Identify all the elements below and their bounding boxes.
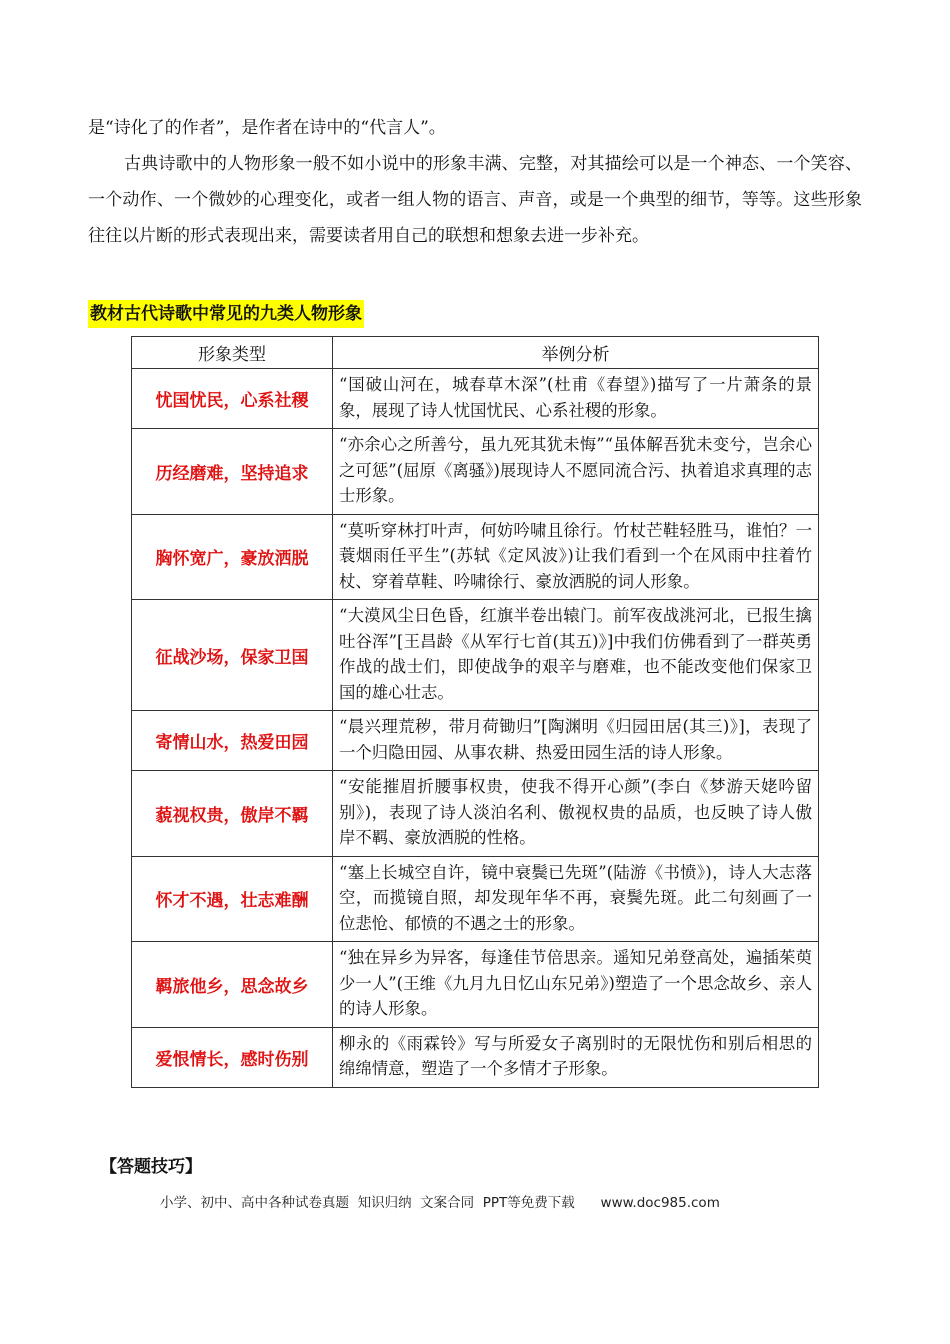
type-cell: 历经磨难，坚持追求 [132,429,333,515]
table-row [132,514,819,600]
footer-text: 小学、初中、高中各种试卷真题 知识归纳 文案合同 PPT等免费下载 www.doc985.com [160,1195,720,1211]
table-row [132,429,819,515]
table-row [132,600,819,711]
table-row [132,369,819,429]
analysis-cell: 柳永的《雨霖铃》写与所爱女子离别时的无限忧伤和别后相思的绵绵情意，塑造了一个多情才子形象。 [333,1027,819,1087]
analysis-cell: “独在异乡为异客，每逢佳节倍思亲。遥知兄弟登高处，遍插茱萸少一人”(王维《九月九日忆山东兄弟》)塑造了一个思念故乡、亲人的诗人形象。 [333,942,819,1028]
table-row [132,771,819,857]
type-cell: 胸怀宽广，豪放洒脱 [132,514,333,600]
table-row [132,711,819,771]
table-row [132,856,819,942]
intro-paragraph-2: 古典诗歌中的人物形象一般不如小说中的形象丰满、完整，对其描绘可以是一个神态、一个笑容、一个动作、一个微妙的心理变化，或者一组人物的语言、声音，或是一个典型的细节，等等。这些形象往往以片断的形式表现出来，需要读者用自己的联想和想象去进一步补充。 [88,154,862,246]
analysis-cell: “国破山河在，城春草木深”(杜甫《春望》)描写了一片萧条的景象，展现了诗人忧国忧民、心系社稷的形象。 [333,369,819,429]
type-cell: 爱恨情长，感时伤别 [132,1027,333,1087]
type-cell: 藐视权贵，傲岸不羁 [132,771,333,857]
table-row [132,942,819,1028]
section-title: 教材古代诗歌中常见的九类人物形象 [88,300,364,328]
intro-paragraph-1: 是“诗化了的作者”，是作者在诗中的“代言人”。 [88,118,446,138]
tips-heading: 【答题技巧】 [100,1157,202,1177]
type-cell: 征战沙场，保家卫国 [132,600,333,711]
header-type: 形象类型 [132,337,333,369]
analysis-cell: “莫听穿林打叶声，何妨吟啸且徐行。竹杖芒鞋轻胜马，谁怕？一蓑烟雨任平生”(苏轼《定风波》)让我们看到一个在风雨中拄着竹杖、穿着草鞋、吟啸徐行、豪放洒脱的词人形象。 [333,514,819,600]
table-header-row [132,337,819,369]
analysis-cell: “大漠风尘日色昏，红旗半卷出辕门。前军夜战洮河北，已报生擒吐谷浑”[王昌龄《从军行七首(其五)》]中我们仿佛看到了一群英勇作战的战士们，即使战争的艰辛与磨难，也不能改变他们保家卫国的雄心壮志。 [333,600,819,711]
analysis-cell: “亦余心之所善兮，虽九死其犹未悔”“虽体解吾犹未变兮，岂余心之可惩”(屈原《离骚》)展现诗人不愿同流合污、执着追求真理的志士形象。 [333,429,819,515]
analysis-cell: “晨兴理荒秽，带月荷锄归”[陶渊明《归园田居(其三)》]，表现了一个归隐田园、从事农耕、热爱田园生活的诗人形象。 [333,711,819,771]
type-cell: 寄情山水，热爱田园 [132,711,333,771]
type-cell: 羁旅他乡，思念故乡 [132,942,333,1028]
analysis-cell: “塞上长城空自许，镜中衰鬓已先斑”(陆游《书愤》)，诗人大志落空，而揽镜自照，却发现年华不再，衰鬓先斑。此二句刻画了一位悲怆、郁愤的不遇之士的形象。 [333,856,819,942]
type-cell: 忧国忧民，心系社稷 [132,369,333,429]
analysis-cell: “安能摧眉折腰事权贵，使我不得开心颜”(李白《梦游天姥吟留别》)，表现了诗人淡泊名利、傲视权贵的品质，也反映了诗人傲岸不羁、豪放洒脱的性格。 [333,771,819,857]
character-types-table [131,336,819,1088]
table-row [132,1027,819,1087]
type-cell: 怀才不遇，壮志难酬 [132,856,333,942]
header-analysis: 举例分析 [333,337,819,369]
